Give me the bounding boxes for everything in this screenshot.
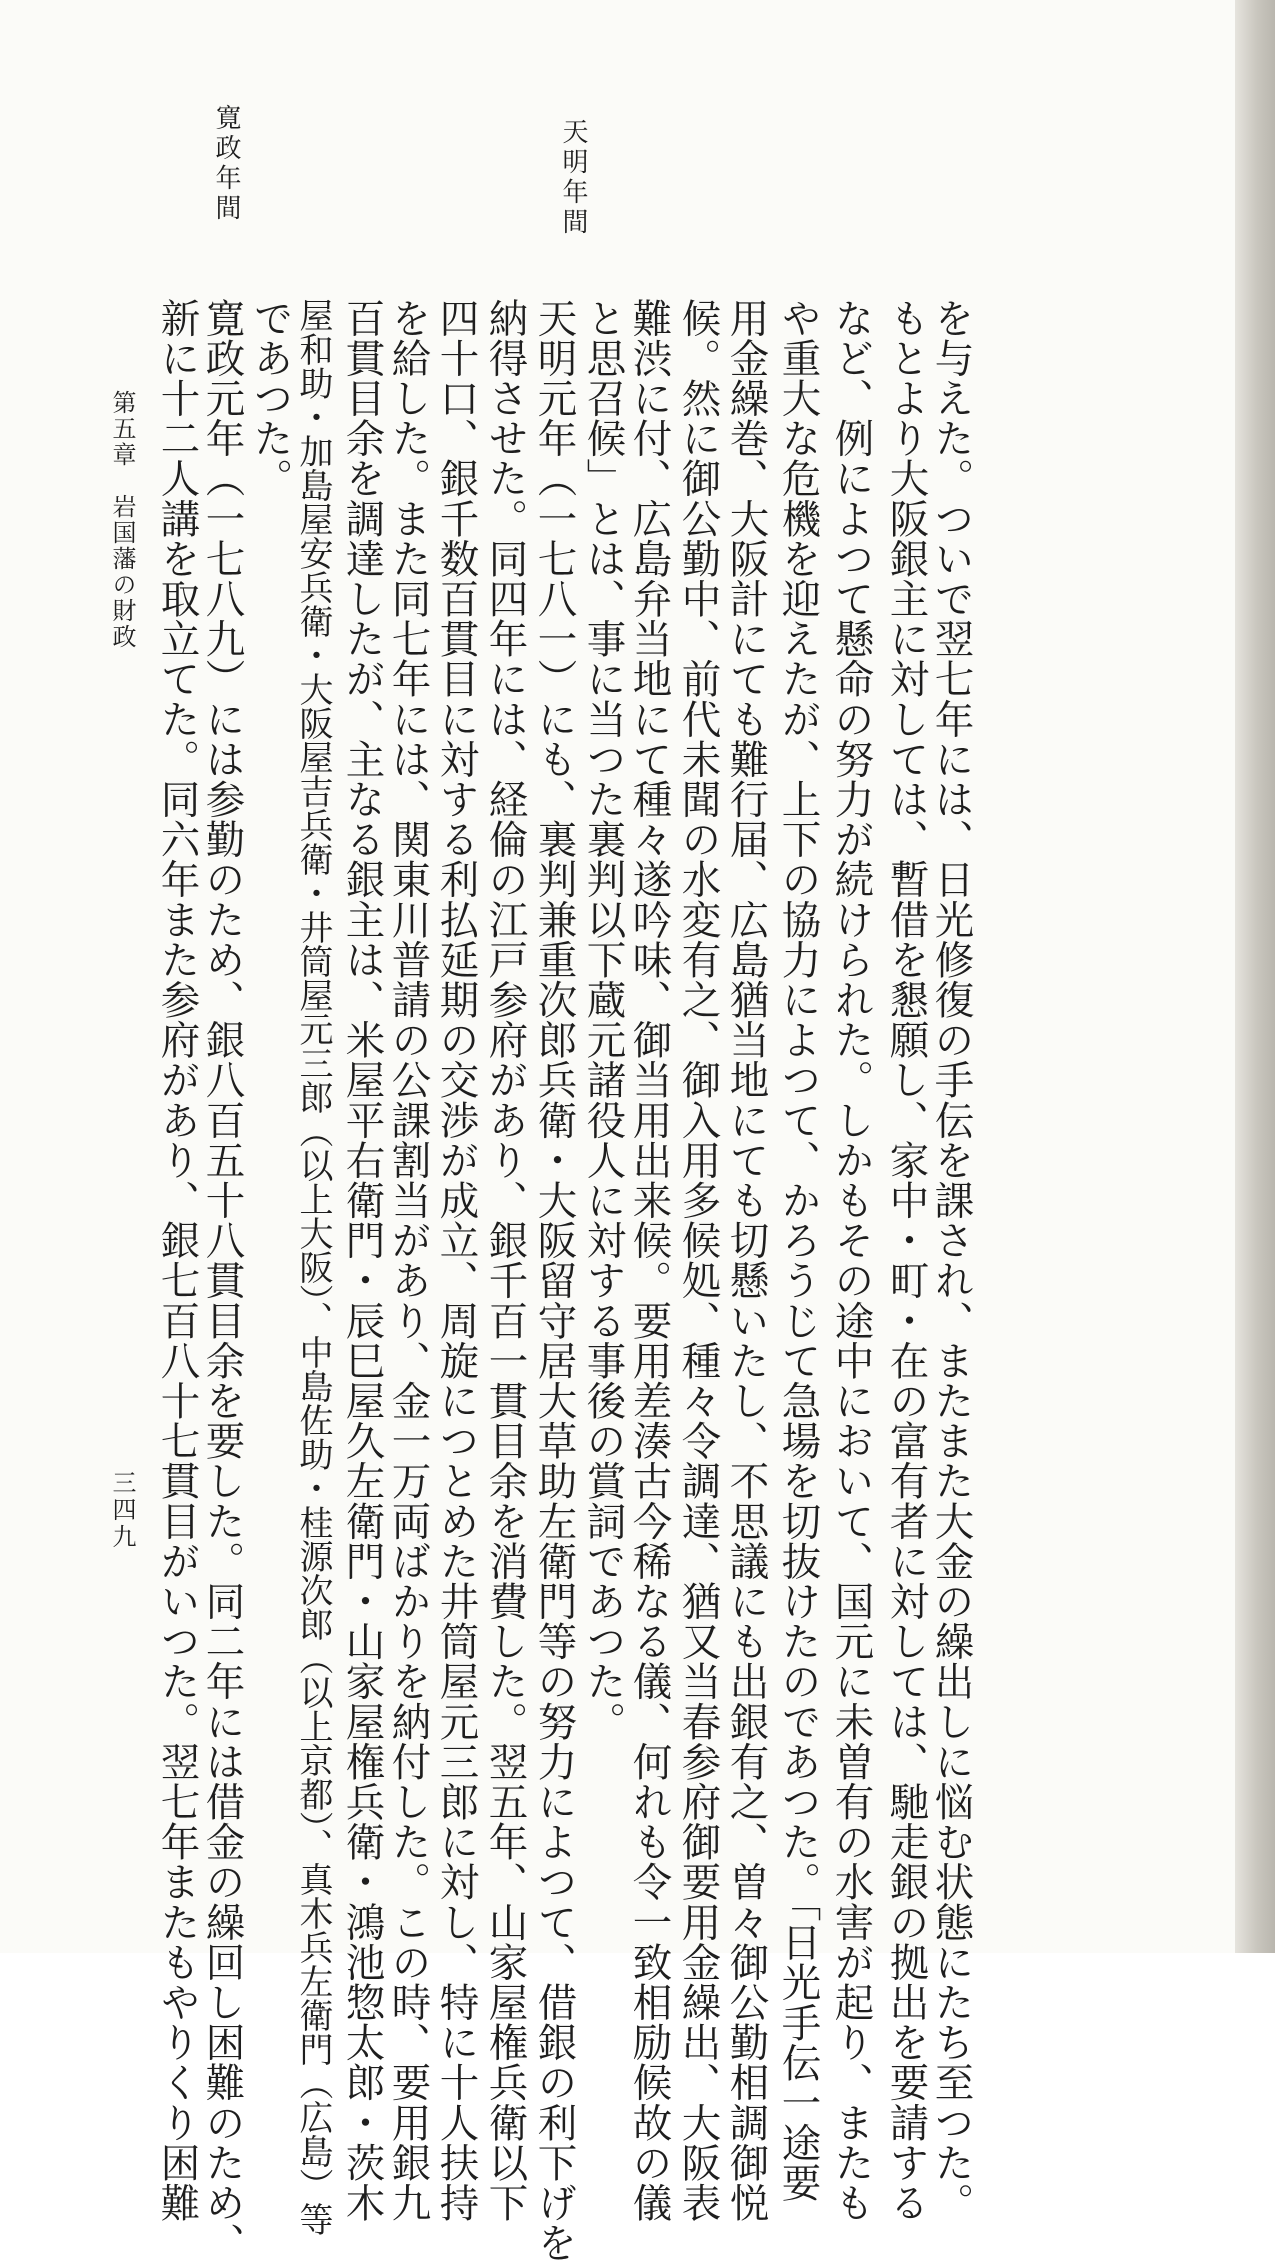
text-line-5: 用金繰巻、大阪計にても難行届、広島猶当地にても切懸いたし、不思議にも出銀有之、曽々御公勤相調御悦 [723,298,770,2223]
text-line-16: 寛政元年（一七八九）には参勤のため、銀八百五十八貫目余を要した。同二年には借金の繰回し困難のため、 [199,298,246,2263]
text-line-4: や重大な危機を迎えたが、上下の協力によつて、かろうじて急場を切抜けたのであつた。「日光手伝一途要 [775,298,822,2204]
text-line-6: 候。然に御公勤中、前代未聞の水変有之、御入用多候処、種々令調達、猶又当春参府御要用金繰出、大阪表 [675,298,722,2223]
text-line-17: 新に十二人講を取立てた。同六年また参府があり、銀七百八十七貫目がいつた。翌七年またもやりくり困難 [154,298,201,2223]
page-edge-shadow [1235,0,1275,1953]
side-heading-tenmei: 天明年間 [558,118,588,238]
page-number: 三四九 [108,1470,136,1551]
text-line-14: 屋和助・加島屋安兵衛・大阪屋吉兵衛・井筒屋元三郎（以上大阪）、中島佐助・桂源次郎（以上京都）、真木兵左衛門（広島）等 [293,298,333,2236]
text-line-12: を給した。また同七年には、関東川普請の公課割当があり、金一万両ばかりを納付した。この時、要用銀九 [385,298,432,2223]
text-line-7: 難渋に付、広島弁当地にて種々遂吟味、御当用出来候。要用差湊古今稀なる儀、何れも令一致相励候故の儀 [626,298,673,2223]
chapter-footer: 第五章 岩国藩の財政 [108,390,136,650]
text-line-9: 天明元年（一七八一）にも、裏判兼重次郎兵衛・大阪留守居大草助左衛門等の努力によつて、借銀の利下げを [531,298,578,2263]
text-line-10: 納得させた。同四年には、経倫の江戸参府があり、銀千百一貫目余を消費した。翌五年、山家屋権兵衛以下 [482,298,529,2223]
text-line-8: と思召候」とは、事に当つた裏判以下蔵元諸役人に対する事後の賞詞であつた。 [580,298,627,1742]
text-line-11: 四十口、銀千数百貫目に対する利払延期の交渉が成立、周旋につとめた井筒屋元三郎に対し、特に十人扶持 [433,298,480,2223]
text-line-1: を与えた。ついで翌七年には、日光修復の手伝を課され、またまた大金の繰出しに悩む状態にたち至つた。 [928,298,975,2223]
side-heading-kansei: 寛政年間 [211,104,241,224]
text-line-3: など、例によつて懸命の努力が続けられた。しかもその途中において、国元に未曽有の水害が起り、またも [828,298,875,2223]
text-line-15: であつた。 [247,298,294,499]
text-line-2: もとより大阪銀主に対しては、暫借を懇願し、家中・町・在の富有者に対しては、馳走銀の拠出を要請する [883,298,930,2223]
text-line-13: 百貫目余を調達したが、主なる銀主は、米屋平右衛門・辰巳屋久左衛門・山家屋権兵衛・鴻池惣太郎・茨木 [339,298,386,2223]
